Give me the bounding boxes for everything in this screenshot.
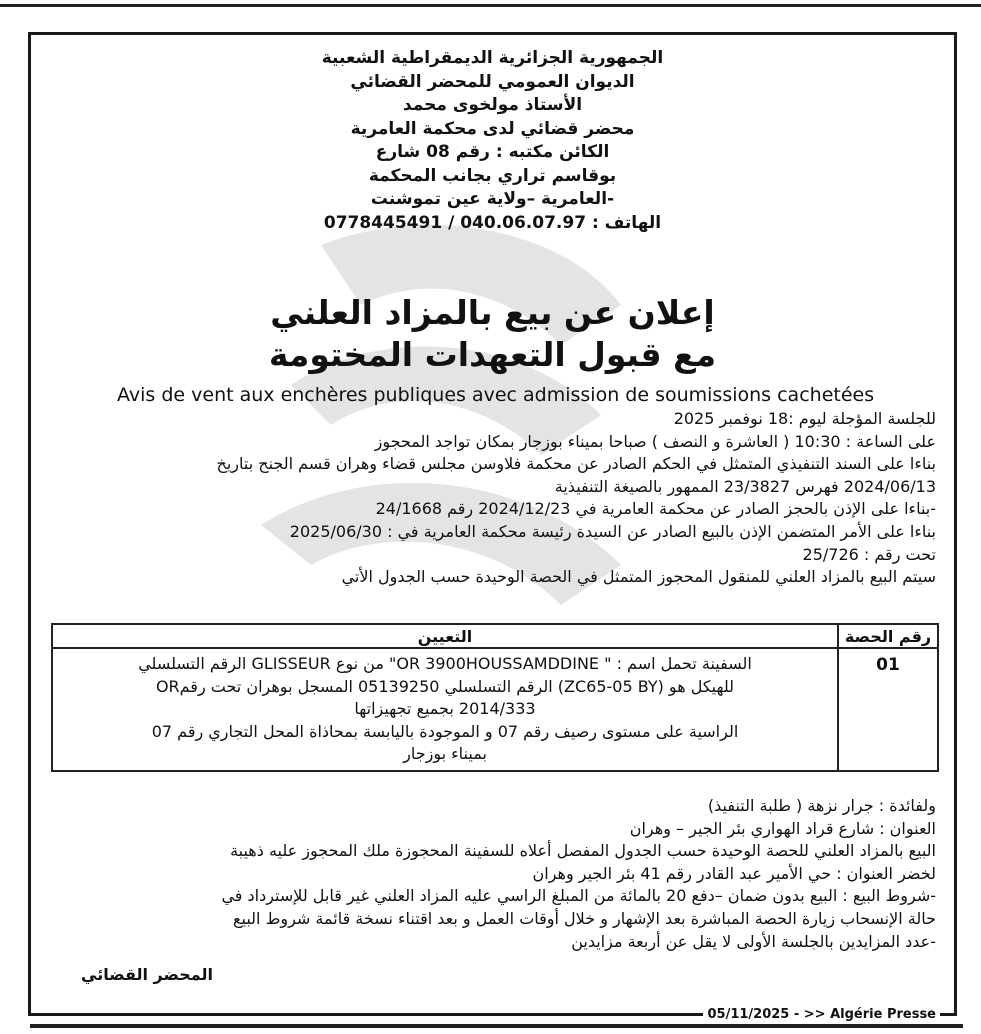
- top-rule: [0, 4, 981, 7]
- body-line: تحت رقم : 25/726: [802, 544, 936, 564]
- designation-line: الراسية على مستوى رصيف رقم 07 و الموجودة باليابسة بمحاذاة المحل التجاري رقم 07: [151, 721, 739, 741]
- body-line: بناءا على السند التنفيذي المتمثل في الحكم الصادر عن محكمة فلاوسن مجلس قضاء وهران قسم الجنح بتاريخ: [216, 454, 936, 474]
- designation-line: بميناء بوزجار: [403, 744, 487, 764]
- detail-line: البيع بالمزاد العلني للحصة الوحيدة حسب الجدول المفصل أعلاه للسفينة المحجوزة ملك المحجوز عليه ذهيبة: [230, 841, 936, 861]
- detail-line: لخضر العنوان : حي الأمير عبد القادر رقم 41 بئر الجير وهران: [532, 863, 936, 883]
- lot-number-cell: 01: [838, 648, 938, 771]
- header-phone: الهاتف : 040.06.07.97 / 0778445491: [323, 212, 662, 233]
- header-line: محضر قضائي لدى محكمة العامرية: [350, 118, 635, 139]
- table-header-row: [52, 624, 938, 648]
- issuer-header: [31, 47, 954, 235]
- lot-number-header: رقم الحصة: [838, 624, 938, 648]
- header-line: الكائن مكتبه : رقم 08 شارع: [375, 142, 610, 162]
- detail-line: حالة الإنسحاب زيارة الحصة المباشرة بعد الإشهار و خلال أوقات العمل و بعد اقتناء نسخة قائمة شروط البيع: [232, 908, 936, 928]
- notice-body: [56, 408, 936, 589]
- detail-line: -شروط البيع : البيع بدون ضمان –دفع 20 بالمائة من المبلغ الراسي عليه المزاد العلني غير قابل للإسترداد في: [221, 886, 936, 906]
- designation-line: السفينة تحمل اسم : " OR 3900HOUSSAMDDINE" من نوع GLISSEUR الرقم التسلسلي: [138, 654, 752, 673]
- bailiff-signature: المحضر القضائي: [81, 965, 214, 984]
- detail-line: -عدد المزايدين بالجلسة الأولى لا يقل عن أربعة مزايدين: [571, 931, 936, 951]
- body-line: بناءا على الأمر المتضمن الإذن بالبيع الصادر عن السيدة رئيسة محكمة العامرية في : 2025/06/30: [289, 521, 936, 541]
- french-title: Avis de vent aux enchères publiques avec admission de soumissions cachetées: [117, 384, 875, 406]
- designation-cell: [52, 648, 838, 771]
- body-line: سيتم البيع بالمزاد العلني للمنقول المحجوز المتمثل في الحصة الوحيدة حسب الجدول الأتي: [341, 567, 936, 587]
- designation-line: للهيكل هو (ZC65-05 BY) الرقم التسلسلي 05139250 المسجل بوهران تحت رقمOR: [155, 676, 735, 696]
- detail-line: ولفائدة : جرار نزهة ( طلبة التنفيذ): [707, 796, 936, 815]
- header-line: الجمهورية الجزائرية الديمقراطية الشعبية: [321, 48, 664, 68]
- body-line: -بناءا على الإذن بالحجز الصادر عن محكمة العامرية في 2024/12/23 رقم 24/1668: [375, 499, 936, 519]
- notice-subtitle: مع قبول التعهدات المختومة: [268, 335, 717, 374]
- lots-table: [51, 623, 939, 772]
- designation-line: 2014/333 بجميع تجهيزاتها: [354, 699, 536, 719]
- detail-line: العنوان : شارع قراد الهواري بئر الجير – وهران: [629, 818, 936, 838]
- header-line: الديوان العمومي للمحضر القضائي: [350, 71, 635, 92]
- designation-header: التعيين: [52, 624, 838, 648]
- notice-title: إعلان عن بيع بالمزاد العلني: [270, 293, 715, 332]
- body-line: 2024/06/13 فهرس 23/3827 الممهور بالصيغة التنفيذية: [554, 476, 936, 496]
- header-line: بوقاسم تراري بجانب المحكمة: [368, 165, 617, 186]
- bottom-rule: [30, 1024, 963, 1028]
- table-row: [52, 648, 938, 771]
- header-line: الأستاذ مولخوى محمد: [402, 95, 583, 115]
- body-line: على الساعة : 10:30 ( العاشرة و النصف ) صباحا بميناء بوزجار بمكان تواجد المحجوز: [374, 431, 936, 451]
- source-credit: 05/11/2025 - >> Algérie Presse: [703, 1007, 940, 1022]
- announcement-frame: [28, 32, 957, 1022]
- body-line: للجلسة المؤجلة ليوم :18 نوفمبر 2025: [673, 409, 936, 428]
- header-line: -العامرية –ولاية عين تموشنت: [370, 189, 615, 209]
- sale-details: [31, 795, 936, 953]
